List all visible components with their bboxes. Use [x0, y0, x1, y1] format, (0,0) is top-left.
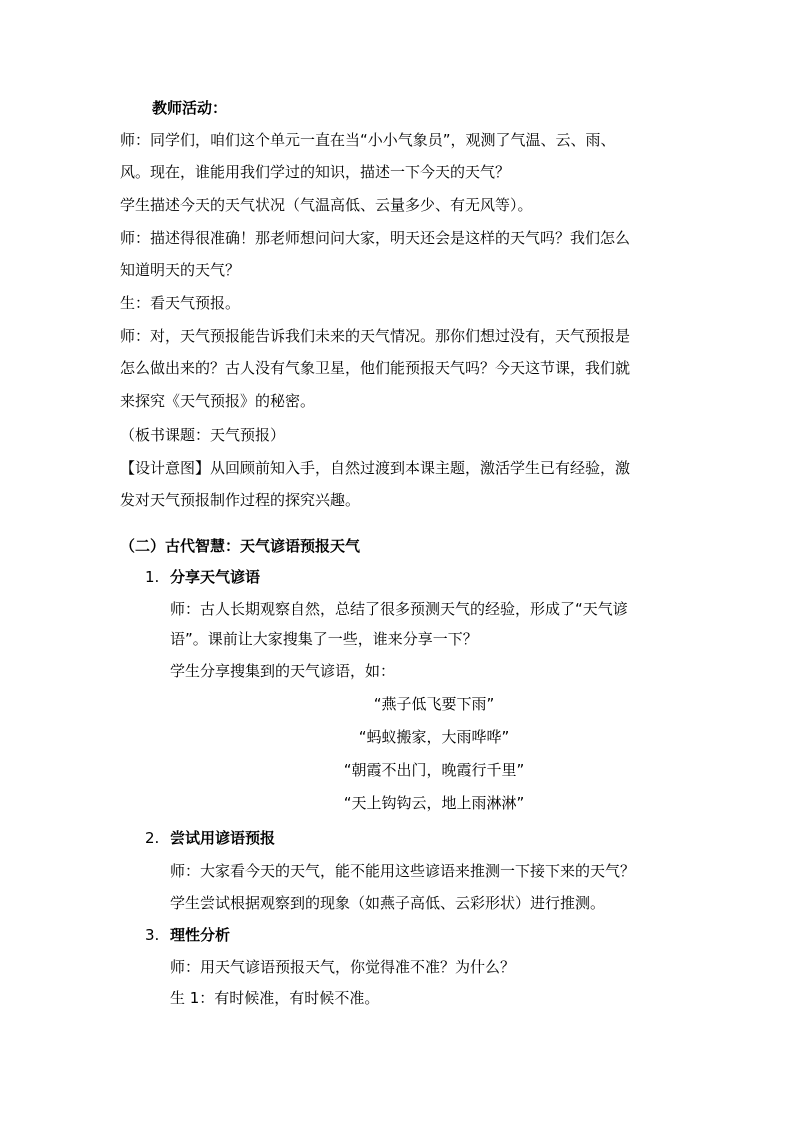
paragraph-line: 师：用天气谚语预报天气，你觉得准不准？为什么？: [170, 958, 516, 976]
board-title-note: （板书课题：天气预报）: [120, 426, 286, 444]
paragraph-line: 师：同学们，咱们这个单元一直在当“小小气象员”，观测了气温、云、雨、: [120, 131, 616, 149]
paragraph-line: 学生描述今天的天气状况（气温高低、云量多少、有无风等）。: [120, 196, 533, 214]
paragraph-line: 师：对，天气预报能告诉我们未来的天气情况。那你们想过没有，天气预报是: [120, 327, 631, 345]
proverb-line: “燕子低飞要下雨”: [373, 695, 495, 713]
paragraph-line: 师：大家看今天的天气，能不能用这些谚语来推测一下接下来的天气？: [170, 862, 636, 880]
paragraph-line: 怎么做出来的？古人没有气象卫星，他们能预报天气吗？今天这节课，我们就: [120, 359, 631, 377]
list-number: 3.: [145, 926, 160, 944]
list-item-title: 尝试用谚语预报: [170, 829, 276, 847]
paragraph-line: 师：描述得很准确！那老师想问问大家，明天还会是这样的天气吗？我们怎么: [120, 229, 631, 247]
list-number: 2.: [145, 829, 160, 847]
teacher-activity-heading: 教师活动：: [152, 99, 228, 117]
paragraph-line: 学生尝试根据观察到的现象（如燕子高低、云彩形状）进行推测。: [170, 894, 606, 912]
proverb-line: “朝霞不出门，晚霞行千里”: [343, 761, 525, 779]
paragraph-line: 知道明天的天气？: [120, 261, 241, 279]
paragraph-line: 师：古人长期观察自然，总结了很多预测天气的经验，形成了“天气谚: [170, 600, 628, 618]
paragraph-line: 生：看天气预报。: [120, 294, 241, 312]
proverb-line: “蚂蚁搬家，大雨哗哗”: [358, 728, 510, 746]
list-number: 1.: [145, 568, 160, 586]
design-intent-line: 【设计意图】从回顾前知入手，自然过渡到本课主题，激活学生已有经验，激: [120, 459, 631, 477]
paragraph-line: 学生分享搜集到的天气谚语，如：: [170, 662, 396, 680]
paragraph-line: 生 1：有时候准，有时候不准。: [170, 989, 380, 1007]
list-item-title: 理性分析: [170, 926, 231, 944]
paragraph-line: 风。现在，谁能用我们学过的知识，描述一下今天的天气？: [120, 163, 511, 181]
paragraph-line: 来探究《天气预报》的秘密。: [120, 392, 316, 410]
list-item-title: 分享天气谚语: [170, 568, 261, 586]
proverb-line: “天上钩钩云，地上雨淋淋”: [343, 794, 525, 812]
section-heading: （二）古代智慧：天气谚语预报天气: [120, 537, 361, 555]
design-intent-line: 发对天气预报制作过程的探究兴趣。: [120, 491, 361, 509]
paragraph-line: 语”。课前让大家搜集了一些，谁来分享一下？: [170, 630, 478, 648]
